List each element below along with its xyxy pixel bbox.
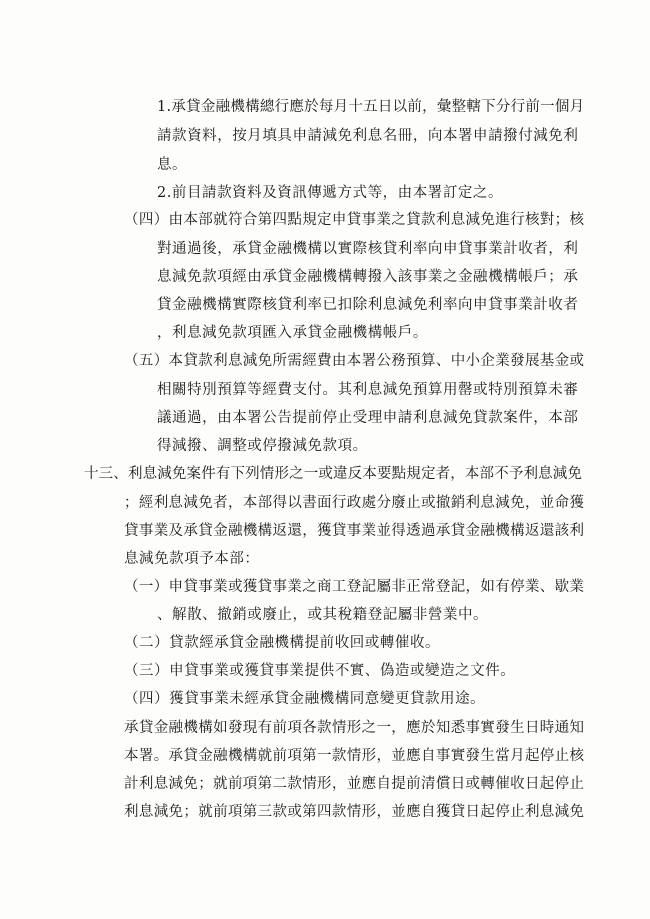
paragraph-line: （二）貸款經承貸金融機構提前收回或轉催收。 — [124, 635, 441, 651]
paragraph-line: 計利息減免；就前項第二款情形，並應自提前清償日或轉催收日起停止 — [124, 776, 585, 792]
paragraph-line: 1.承貸金融機構總行應於每月十五日以前，彙整轄下分行前一個月 — [157, 99, 585, 115]
paragraph-line: （四）由本部就符合第四點規定申貸事業之貸款利息減免進行核對；核 — [124, 212, 585, 228]
paragraph-line: （五）本貸款利息減免所需經費由本署公務預算、中小企業發展基金或 — [124, 353, 585, 369]
paragraph-line: 貸金融機構實際核貸利率已扣除利息減免利率向申貸事業計收者 — [157, 297, 579, 313]
paragraph-line: 相關特別預算等經費支付。其利息減免預算用罄或特別預算未審 — [157, 382, 579, 398]
paragraph-line: ；經利息減免者，本部得以書面行政處分廢止或撤銷利息減免，並命獲 — [124, 495, 585, 511]
paragraph-line: 得減撥、調整或停撥減免款項。 — [157, 438, 368, 454]
paragraph-line: 對通過後，承貸金融機構以實際核貸利率向申貸事業計收者，利 — [157, 241, 579, 257]
paragraph-line: 息。 — [157, 157, 188, 173]
paragraph-line: 2.前目請款資料及資訊傳遞方式等，由本署訂定之。 — [157, 185, 504, 201]
paragraph-line: 十三、利息減免案件有下列情形之一或違反本要點規定者，本部不予利息減免 — [84, 466, 583, 482]
paragraph-line: 、解散、撤銷或廢止，或其稅籍登記屬非營業中。 — [157, 607, 489, 623]
paragraph-line: 息減免款項予本部： — [124, 551, 260, 567]
paragraph-line: 議通過，由本署公告提前停止受理申請利息減免貸款案件，本部 — [157, 410, 579, 426]
paragraph-line: 請款資料，按月填具申請減免利息名冊，向本署申請撥付減免利 — [157, 128, 579, 144]
paragraph-line: （四）獲貸事業未經承貸金融機構同意變更貸款用途。 — [124, 691, 486, 707]
paragraph-line: 承貸金融機構如發現有前項各款情形之一，應於知悉事實發生日時通知 — [124, 720, 585, 736]
paragraph-line: 本署。承貸金融機構就前項第一款情形，並應自事實發生當月起停止核 — [124, 748, 585, 764]
paragraph-line: 息減免款項經由承貸金融機構轉撥入該事業之金融機構帳戶；承 — [157, 269, 579, 285]
paragraph-line: （一）申貸事業或獲貸事業之商工登記屬非正常登記，如有停業、歇業 — [124, 579, 585, 595]
paragraph-line: （三）申貸事業或獲貸事業提供不實、偽造或變造之文件。 — [124, 663, 516, 679]
paragraph-line: 貸事業及承貸金融機構返還，獲貸事業並得透過承貸金融機構返還該利 — [124, 523, 585, 539]
paragraph-line: 利息減免；就前項第三款或第四款情形，並應自獲貸日起停止利息減免 — [124, 804, 585, 820]
paragraph-line: ，利息減免款項匯入承貸金融機構帳戶。 — [157, 325, 428, 341]
